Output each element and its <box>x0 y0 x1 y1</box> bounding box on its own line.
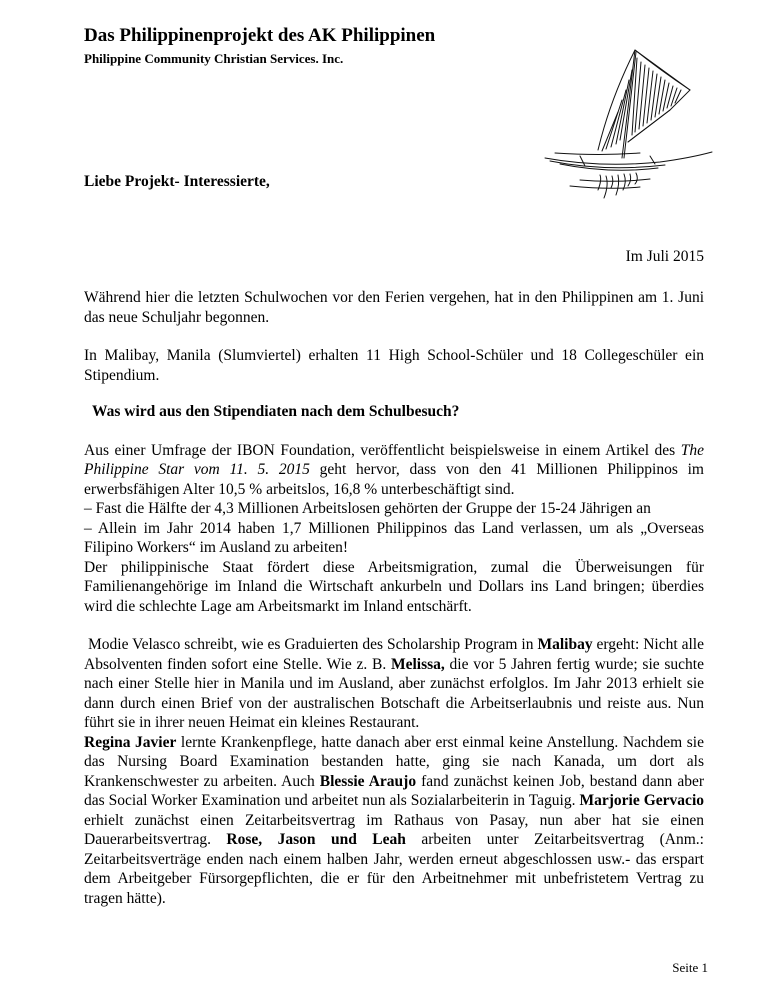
text-segment: Modie Velasco schreibt, wie es Graduierten des Scholarship Program in <box>88 636 538 653</box>
state-policy-line: Der philippinische Staat fördert diese Arbeitsmigration, zumal die Überweisungen für Familienangehörige im Inland die Wirtschaft ankurbeln und Dollars ins Land bringen; überdies wird die schlechte Lage am Arbeitsmarkt im Inland entschärft. <box>84 558 704 615</box>
graduates-stories-paragraph <box>84 733 704 909</box>
letter-date: Im Juli 2015 <box>625 248 704 265</box>
newspaper-reference: The Philippine Star vom 11. 5. 2015 <box>84 441 704 478</box>
section-heading: Was wird aus den Stipendiaten nach dem Schulbesuch? <box>92 403 460 420</box>
organization-name: Philippine Community Christian Services. Inc. <box>84 51 344 66</box>
text-segment: lernte Krankenpflege, hatte danach aber erst einmal keine Anstellung. Nachdem sie das Nursing Board Examination bestanden hatte, ging sie nach Kanada, um dort als Krankenschwester zu arbeiten. Auch <box>84 733 704 790</box>
letter-body <box>84 288 704 908</box>
text-segment: die vor 5 Jahren fertig wurde; sie suchte nach einer Stelle hier in Manila und im Ausland, aber zunächst erfolglos. Im Jahr 2013 erhielt sie dann durch einen Brief von der australischen Botschaft die Arbeitserlaubnis und reiste aus. Nun führt sie in ihrer neuen Heimat ein kleines Restaurant. <box>84 655 704 731</box>
person-name-marjorie: Marjorie Gervacio <box>579 792 704 809</box>
text-segment: arbeiten unter Zeitarbeitsvertrag (Anm.: Zeitarbeitsverträge enden nach einem halben Jahr, werden erneut abgeschlossen usw.- das erspart dem Arbeitgeber Fürsorgepflichten, die er für den Arbeitnehmer mit unbefristetem Vertrag zu tragen hätte). <box>84 831 704 907</box>
survey-text: Aus einer Umfrage der IBON Foundation, veröffentlicht beispielsweise in einem Artikel des <box>84 441 681 459</box>
unemployment-youth-line: – Fast die Hälfte der 4,3 Millionen Arbeitslosen gehörten der Gruppe der 15-24 Jährigen an <box>84 500 651 517</box>
graduates-paragraph <box>84 635 704 733</box>
person-name-blessie: Blessie Araujo <box>319 772 417 790</box>
text-segment: fand zunächst keinen Job, bestand dann aber das Social Worker Examination und arbeitet nun als Sozialarbeiterin in Taguig. <box>84 772 704 809</box>
person-name-regina: Regina Javier <box>84 733 177 751</box>
intro-paragraph: Während hier die letzten Schulwochen vor den Ferien vergehen, hat in den Philippinen am 1. Juni das neue Schuljahr begonnen. <box>84 289 704 326</box>
page-number: Seite 1 <box>672 960 708 975</box>
document-title: Das Philippinenprojekt des AK Philippinen <box>84 25 436 46</box>
emigration-line: – Allein im Jahr 2014 haben 1,7 Millionen Philippinos das Land verlassen, um als „Overseas Filipino Workers“ im Ausland zu arbeiten! <box>84 519 704 556</box>
survey-text-cont: geht hervor, dass von den 41 Millionen Philippinos im erwerbsfähigen Alter 10,5 % arbeitslos, 16,8 % unterbeschäftigt sind. <box>84 461 704 498</box>
text-segment: ergeht: Nicht alle Absolventen finden sofort eine Stelle. Wie z. B. <box>84 636 704 673</box>
person-names-rose-jason-leah: Rose, Jason und Leah <box>226 831 406 848</box>
scholarship-paragraph: In Malibay, Manila (Slumviertel) erhalten 11 High School-Schüler und 18 Collegeschüler ein Stipendium. <box>84 347 704 384</box>
text-segment: erhielt zunächst einen Zeitarbeitsvertrag im Rathaus von Pasay, nun aber hat sie einen Dauerarbeitsvertrag. <box>84 811 704 848</box>
place-name-malibay: Malibay <box>537 636 593 653</box>
person-name-melissa: Melissa, <box>390 655 445 673</box>
survey-paragraph <box>84 441 704 500</box>
salutation: Liebe Projekt- Interessierte, <box>84 173 270 190</box>
sailboat-sketch-icon <box>540 40 715 205</box>
